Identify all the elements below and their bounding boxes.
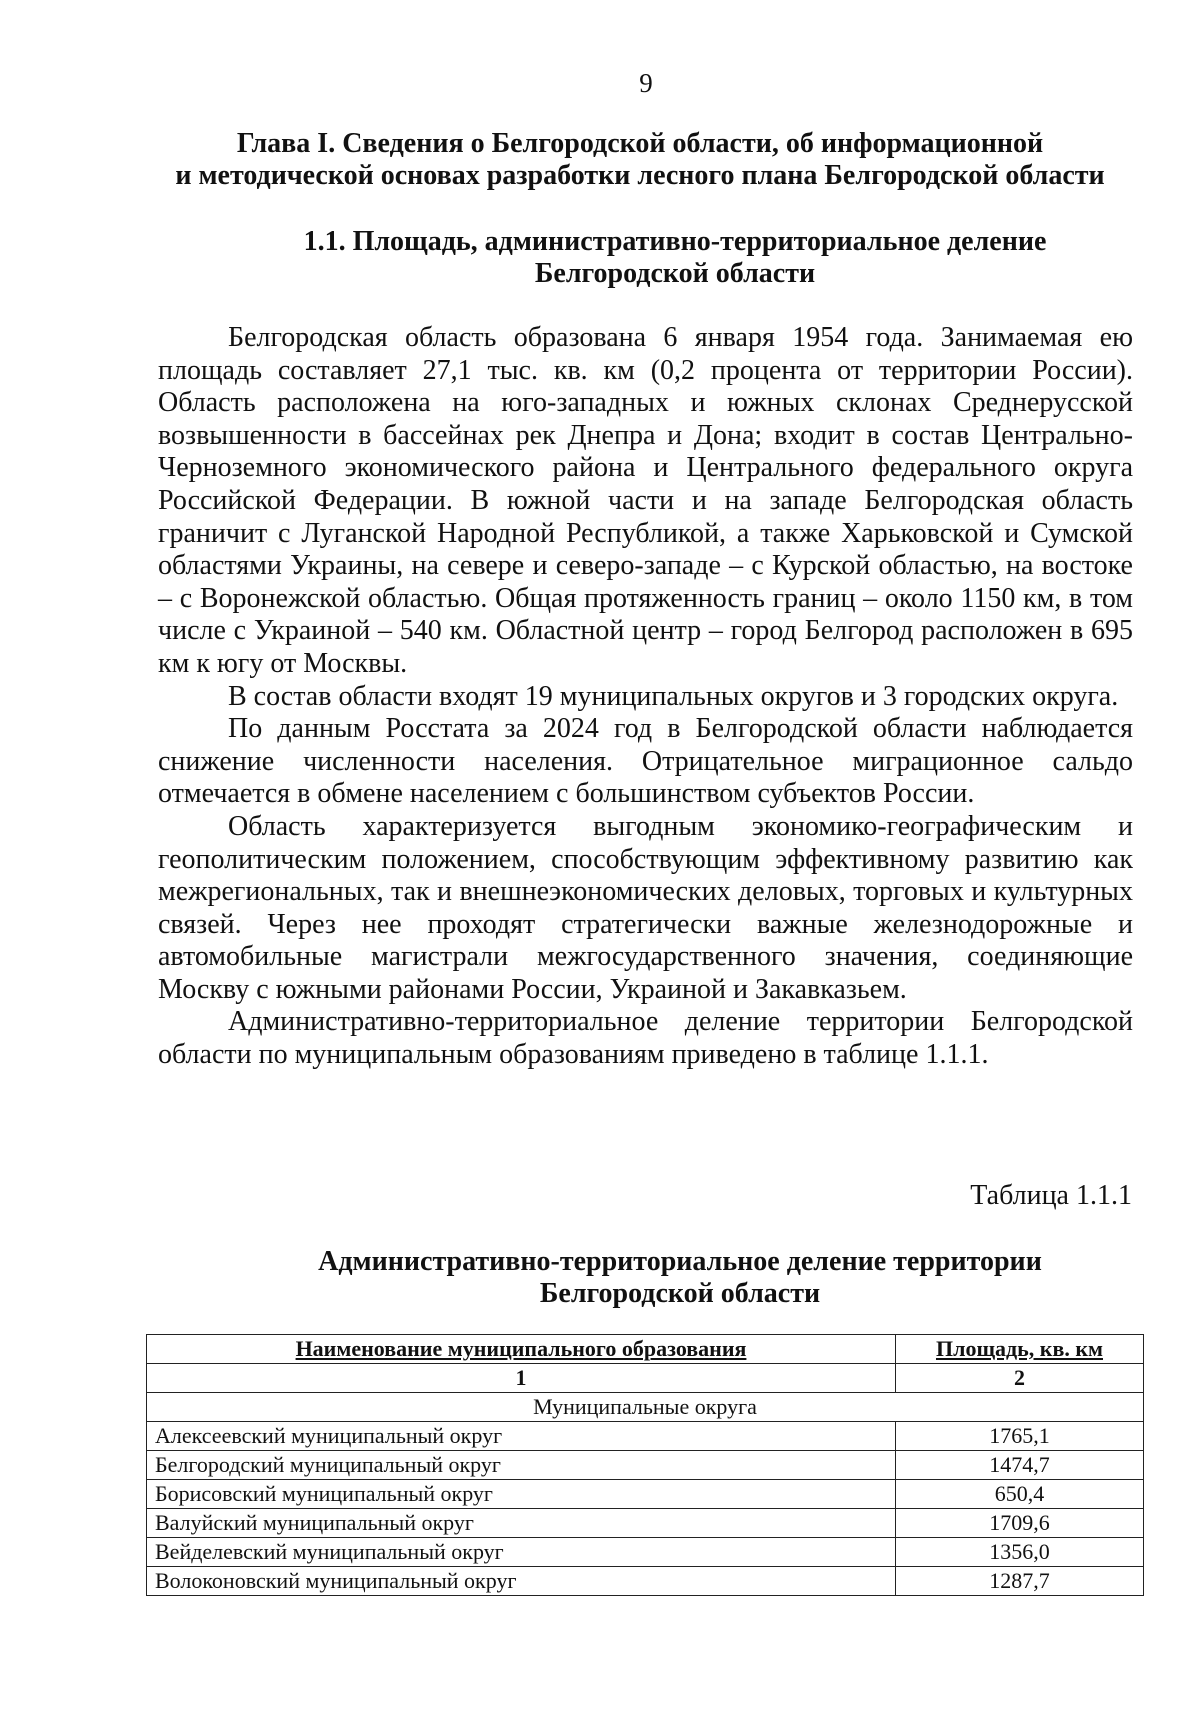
table-row bbox=[147, 1509, 1144, 1538]
municipality-area: 1709,6 bbox=[896, 1509, 1144, 1538]
municipality-area: 650,4 bbox=[896, 1480, 1144, 1509]
column-index-1: 1 bbox=[147, 1364, 896, 1393]
table-header-row bbox=[147, 1335, 1144, 1364]
column-header-name: Наименование муниципального образования bbox=[147, 1335, 896, 1364]
body-text bbox=[158, 322, 1133, 1072]
table-row bbox=[147, 1480, 1144, 1509]
chapter-heading-line-2: и методической основах разработки лесного плана Белгородской области bbox=[175, 160, 1105, 191]
paragraph: Область характеризуется выгодным экономико-географическим и геополитическим положением, способствующим эффективному развитию как межрегиональных, так и внешнеэкономических деловых, торговых и культурных связей. Через нее проходят стратегически важные железнодорожные и автомобильные магистрали межгосударственного значения, соединяющие Москву с южными районами России, Украиной и Закавказьем. bbox=[158, 810, 1133, 1005]
municipality-name: Алексеевский муниципальный округ bbox=[147, 1422, 896, 1451]
municipality-name: Вейделевский муниципальный округ bbox=[147, 1538, 896, 1567]
paragraph: Белгородская область образована 6 января 1954 года. Занимаемая ею площадь составляет 27,1 тыс. кв. км (0,2 процента от территории России). Область расположена на юго-западных и южных склонах Среднерусской возвышенности в бассейнах рек Днепра и Дона; входит в состав Центрально-Черноземного экономического района и Центрального федерального округа Российской Федерации. В южной части и на западе Белгородская область граничит с Луганской Народной Республикой, а также Харьковской и Сумской областями Украины, на севере и северо-западе – с Курской областью, на востоке – с Воронежской областью. Общая протяженность границ – около 1150 км, в том числе с Украиной – 540 км. Областной центр – город Белгород расположен в 695 км к югу от Москвы. bbox=[158, 322, 1133, 679]
chapter-heading-line-1: Глава I. Сведения о Белгородской области, об информационной bbox=[236, 128, 1044, 159]
page-number: 9 bbox=[639, 68, 653, 98]
column-index-2: 2 bbox=[896, 1364, 1144, 1393]
section-heading-line-2: Белгородской области bbox=[534, 258, 816, 289]
column-header-area: Площадь, кв. км bbox=[896, 1335, 1144, 1364]
paragraph: В состав области входят 19 муниципальных округов и 3 городских округа. bbox=[228, 680, 1119, 712]
table-index-row bbox=[147, 1364, 1144, 1393]
municipality-name: Валуйский муниципальный округ bbox=[147, 1509, 896, 1538]
table-row bbox=[147, 1538, 1144, 1567]
table-row bbox=[147, 1567, 1144, 1596]
municipal-table bbox=[146, 1334, 1144, 1596]
table-title-line-2: Белгородской области bbox=[539, 1278, 821, 1309]
table-row bbox=[147, 1451, 1144, 1480]
group-label: Муниципальные округа bbox=[147, 1393, 1144, 1422]
table-title bbox=[240, 1246, 1120, 1310]
municipality-area: 1356,0 bbox=[896, 1538, 1144, 1567]
section-heading-line-1: 1.1. Площадь, административно-территориальное деление bbox=[303, 226, 1047, 257]
table-row bbox=[147, 1422, 1144, 1451]
municipality-area: 1287,7 bbox=[896, 1567, 1144, 1596]
table-reference: Таблица 1.1.1 bbox=[970, 1180, 1132, 1211]
paragraph: Административно-территориальное деление территории Белгородской области по муниципальным образованиям приведено в таблице 1.1.1. bbox=[158, 1006, 1133, 1071]
section-heading bbox=[245, 226, 1105, 290]
municipality-area: 1765,1 bbox=[896, 1422, 1144, 1451]
paragraph: По данным Росстата за 2024 год в Белгородской области наблюдается снижение численности населения. Отрицательное миграционное сальдо отмечается в обмене населением с большинством субъектов России. bbox=[158, 713, 1133, 810]
municipality-name: Волоконовский муниципальный округ bbox=[147, 1567, 896, 1596]
municipality-area: 1474,7 bbox=[896, 1451, 1144, 1480]
table-group-row bbox=[147, 1393, 1144, 1422]
chapter-heading bbox=[160, 128, 1120, 192]
table-title-line-1: Административно-территориальное деление территории bbox=[318, 1246, 1042, 1277]
municipality-name: Белгородский муниципальный округ bbox=[147, 1451, 896, 1480]
municipality-name: Борисовский муниципальный округ bbox=[147, 1480, 896, 1509]
